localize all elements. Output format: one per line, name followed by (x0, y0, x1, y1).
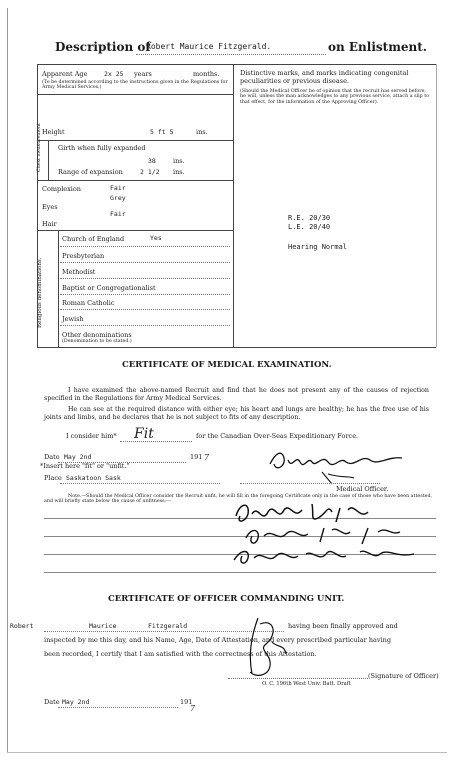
officer-certificate-heading: CERTIFICATE OF OFFICER COMMANDING UNIT. (108, 594, 345, 604)
vision-right-eye: R.E. 20/30 (288, 214, 331, 222)
hearing-note: Hearing Normal (288, 243, 348, 251)
officer-line-1-suffix: having been finally approved and (288, 622, 398, 630)
religion-presbyterian: Presbyterian (62, 252, 105, 260)
religion-other-note: (Denomination to be stated.) (62, 339, 132, 344)
religion-roman-catholic: Roman Catholic (62, 299, 115, 307)
officer-line-2: inspected by me this day, and his Name, Age, Date of Attestation, and every prescribed particular having (44, 636, 392, 644)
title-suffix: on Enlistment. (328, 40, 427, 54)
religion-value: Yes (150, 234, 162, 242)
officer-date-value: May 2nd (62, 698, 90, 706)
title-prefix: Description of (55, 40, 151, 54)
range-label: Range of expansion (58, 168, 123, 176)
rel-dots-3 (60, 278, 230, 279)
girth-value: 38 (148, 157, 156, 165)
name-underline (136, 54, 326, 55)
left-border (7, 8, 8, 752)
unfit-line-4 (44, 572, 436, 573)
rel-dots-5 (60, 309, 230, 310)
officer-line-3: been recorded, I certify that I am satisfied with the correctness of this Attestation. (44, 650, 317, 658)
box-bottom (37, 347, 436, 348)
rel-dots-2 (60, 262, 230, 263)
range-value: 2 1/2 (140, 168, 160, 176)
officer-year-suffix: 7 (190, 704, 196, 713)
medical-year-prefix: 191 (190, 453, 203, 461)
chest-label: Chest measurement (37, 123, 42, 172)
chest-divider (48, 140, 49, 180)
age-divider (37, 94, 233, 95)
place-dots (60, 483, 220, 484)
hair-label: Hair (42, 220, 57, 228)
religious-denominations-label: Religious denominations. (37, 257, 43, 328)
rel-dots-6 (60, 325, 230, 326)
range-unit: ins. (173, 168, 185, 176)
religion-other: Other denominations (62, 331, 132, 339)
box-right (436, 64, 437, 347)
distinctive-marks-note: (Should the Medical Officer be of opinion that the recruit has served before, he will, unless the man acknowledges to any previous service, attach a slip to that effect, for the information of the Approving Officer). (240, 89, 430, 105)
consider-value: Fit (134, 426, 154, 442)
officer-recruit-middle-name: Maurice (89, 622, 117, 630)
consider-label: I consider him* (66, 432, 117, 440)
chest-bottom (37, 180, 233, 181)
girth-label: Girth when fully expanded (58, 144, 146, 152)
religion-jewish: Jewish (62, 315, 84, 323)
medical-para-2: He can see at the required distance with either eye; his heart and lungs are healthy; he has the free use of his joints and limbs, and he declares that he is not subject to fits of any description. (44, 406, 429, 421)
height-divider (37, 140, 233, 141)
apparent-age-label: Apparent Age (42, 70, 88, 78)
height-unit: ins. (196, 128, 208, 136)
eyes-label: Eyes (42, 203, 58, 211)
footnote: *Insert here "fit" or "unfit." (40, 462, 130, 470)
consider-dots (120, 441, 192, 442)
medical-date-label: Date (44, 453, 60, 461)
medical-officer-dots (240, 483, 380, 484)
place-value: Saskatoon Sask (66, 474, 121, 482)
religion-church-of-england: Church of England (62, 235, 125, 243)
apparent-age-value: 2x 25 (104, 70, 124, 78)
medical-year-suffix: 7 (204, 453, 210, 462)
medical-officer-label: Medical Officer. (336, 485, 389, 493)
officer-date-dots (58, 707, 178, 708)
officer-signature-dots (228, 678, 368, 679)
height-label: Height (42, 128, 65, 136)
officer-signature-label: (Signature of Officer) (368, 672, 439, 680)
officer-stamp: O. C. 196th West Univ. Batt. Draft (262, 681, 351, 687)
vision-left-eye: L.E. 20/40 (288, 223, 331, 231)
recruit-name: Robert Maurice Fitzgerald. (146, 42, 272, 51)
bottom-border (7, 752, 447, 753)
consider-suffix: for the Canadian Over-Seas Expeditionary Force. (196, 432, 359, 440)
years-label: years (134, 70, 152, 78)
box-top (37, 64, 436, 65)
officer-recruit-last-name: Fitzgerald (148, 622, 188, 630)
distinctive-marks-heading: Distinctive marks, and marks indicating congenital peculiarities or previous disease. (240, 69, 409, 85)
rel-dots-4 (60, 294, 230, 295)
eyes-value: Grey (110, 194, 126, 202)
board-signatures (228, 498, 438, 570)
medical-date-value: May 2nd (64, 453, 92, 461)
months-label: months. (193, 70, 220, 78)
religion-methodist: Methodist (62, 268, 96, 276)
hair-divider (37, 230, 233, 231)
religion-divider (58, 230, 59, 347)
girth-unit: ins. (173, 157, 185, 165)
officer-date-label: Date (44, 698, 60, 706)
officer-signature (238, 614, 298, 684)
age-note: (To be determined according to the instructions given in the Regulations for Army Medical Services.) (42, 80, 228, 91)
height-value: 5 ft 5 (150, 128, 174, 136)
officer-year-prefix: 191 (180, 698, 193, 706)
officer-recruit-first-name: Robert (10, 622, 34, 630)
place-label: Place (44, 474, 62, 482)
complexion-value: Fair (110, 184, 126, 192)
complexion-label: Complexion (42, 185, 81, 193)
medical-note: Note.—Should the Medical Officer consider the Recruit unfit, he will fill in the foregoing Certificate only in the case of those who have been attested, and will briefly state below the cause of unfitness:— (44, 494, 433, 505)
religion-baptist: Baptist or Congregationalist (62, 284, 156, 292)
medical-para-1: I have examined the above-named Recruit and find that he does not present any of the causes of rejection specified in the Regulations for Army Medical Services. (44, 387, 429, 402)
box-divider (233, 64, 234, 347)
rel-dots-1 (60, 246, 230, 247)
medical-certificate-heading: CERTIFICATE OF MEDICAL EXAMINATION. (122, 360, 332, 370)
hair-value: Fair (110, 210, 126, 218)
